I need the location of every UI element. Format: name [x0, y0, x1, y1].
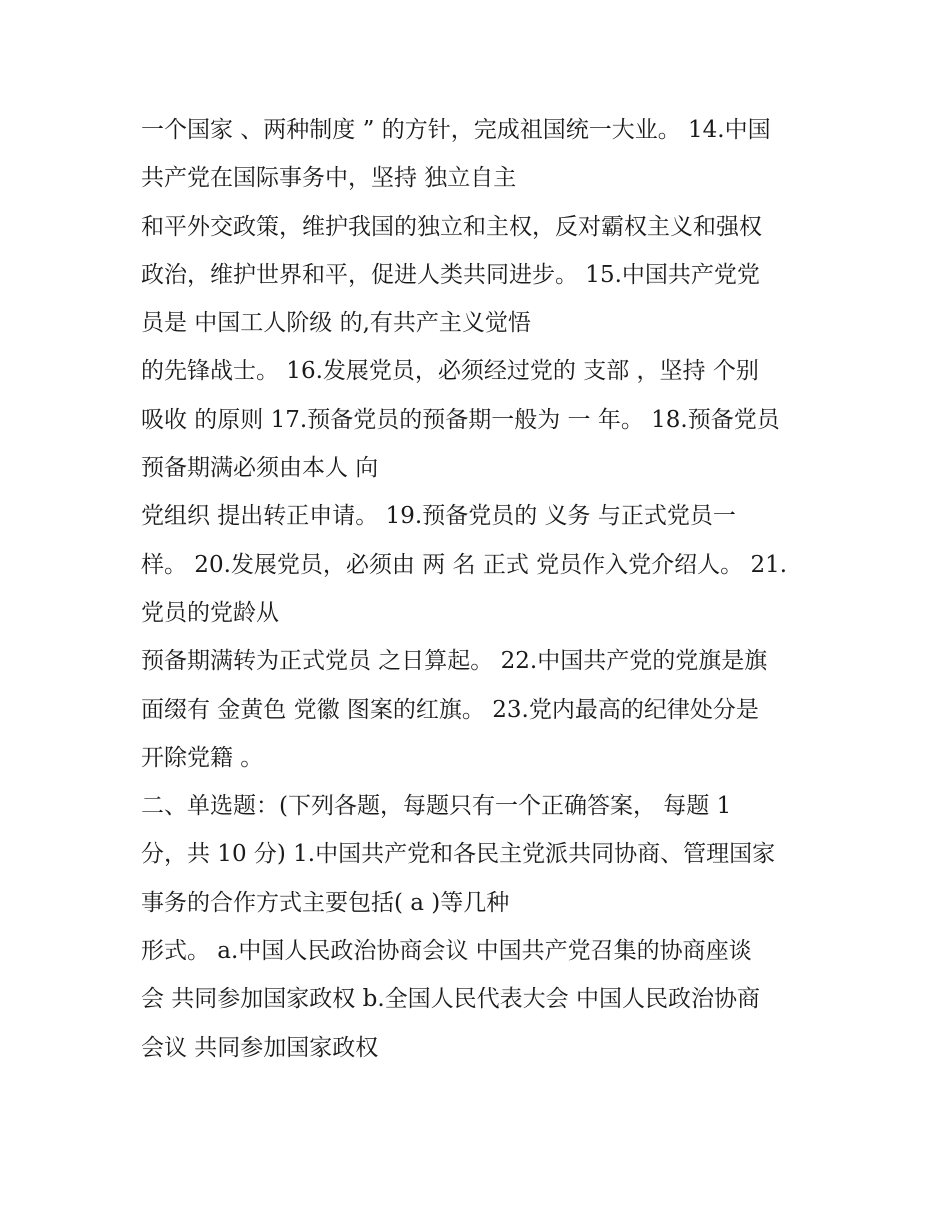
text-line: 员是 中国工人阶级 的,有共产主义觉悟	[141, 310, 531, 337]
text-line: 党组织 提出转正申请。 19.预备党员的 义务 与正式党员一	[141, 503, 736, 530]
text-line: 会 共同参加国家政权 b.全国人民代表大会 中国人民政治协商	[141, 986, 760, 1013]
body-text	[141, 106, 831, 1072]
text-line: 分，共 10 分) 1.中国共产党和各民主党派共同协商、管理国家	[141, 841, 776, 868]
text-line: 事务的合作方式主要包括( a )等几种	[141, 889, 510, 916]
text-line: 开除党籍 。	[141, 744, 264, 771]
text-line: 吸收 的原则 17.预备党员的预备期一般为 一 年。 18.预备党员	[141, 406, 780, 433]
text-line: 预备期满转为正式党员 之日算起。 22.中国共产党的党旗是旗	[141, 648, 768, 675]
text-line: 政治，维护世界和平，促进人类共同进步。 15.中国共产党党	[141, 261, 760, 288]
text-line: 共产党在国际事务中，坚持 独立自主	[141, 165, 517, 192]
text-line: 面缀有 金黄色 党徽 图案的红旗。 23.党内最高的纪律处分是	[141, 696, 759, 723]
text-line: 形式。 a.中国人民政治协商会议 中国共产党召集的协商座谈	[141, 938, 752, 965]
text-line: 和平外交政策，维护我国的独立和主权，反对霸权主义和强权	[141, 213, 762, 240]
text-line: 预备期满必须由本人 向	[141, 455, 379, 482]
text-line: 会议 共同参加国家政权	[141, 1034, 379, 1061]
text-line: 样。 20.发展党员，必须由 两 名 正式 党员作入党介绍人。 21.	[141, 551, 788, 578]
text-line: 一个国家 、两种制度 ” 的方针，完成祖国统一大业。 14.中国	[141, 117, 771, 143]
section-heading-line: 二、单选题：(下列各题，每题只有一个正确答案， 每题 1	[141, 793, 732, 820]
text-line: 党员的党龄从	[141, 599, 279, 626]
text-line: 的先锋战士。 16.发展党员，必须经过党的 支部 ，坚持 个别	[141, 358, 759, 385]
